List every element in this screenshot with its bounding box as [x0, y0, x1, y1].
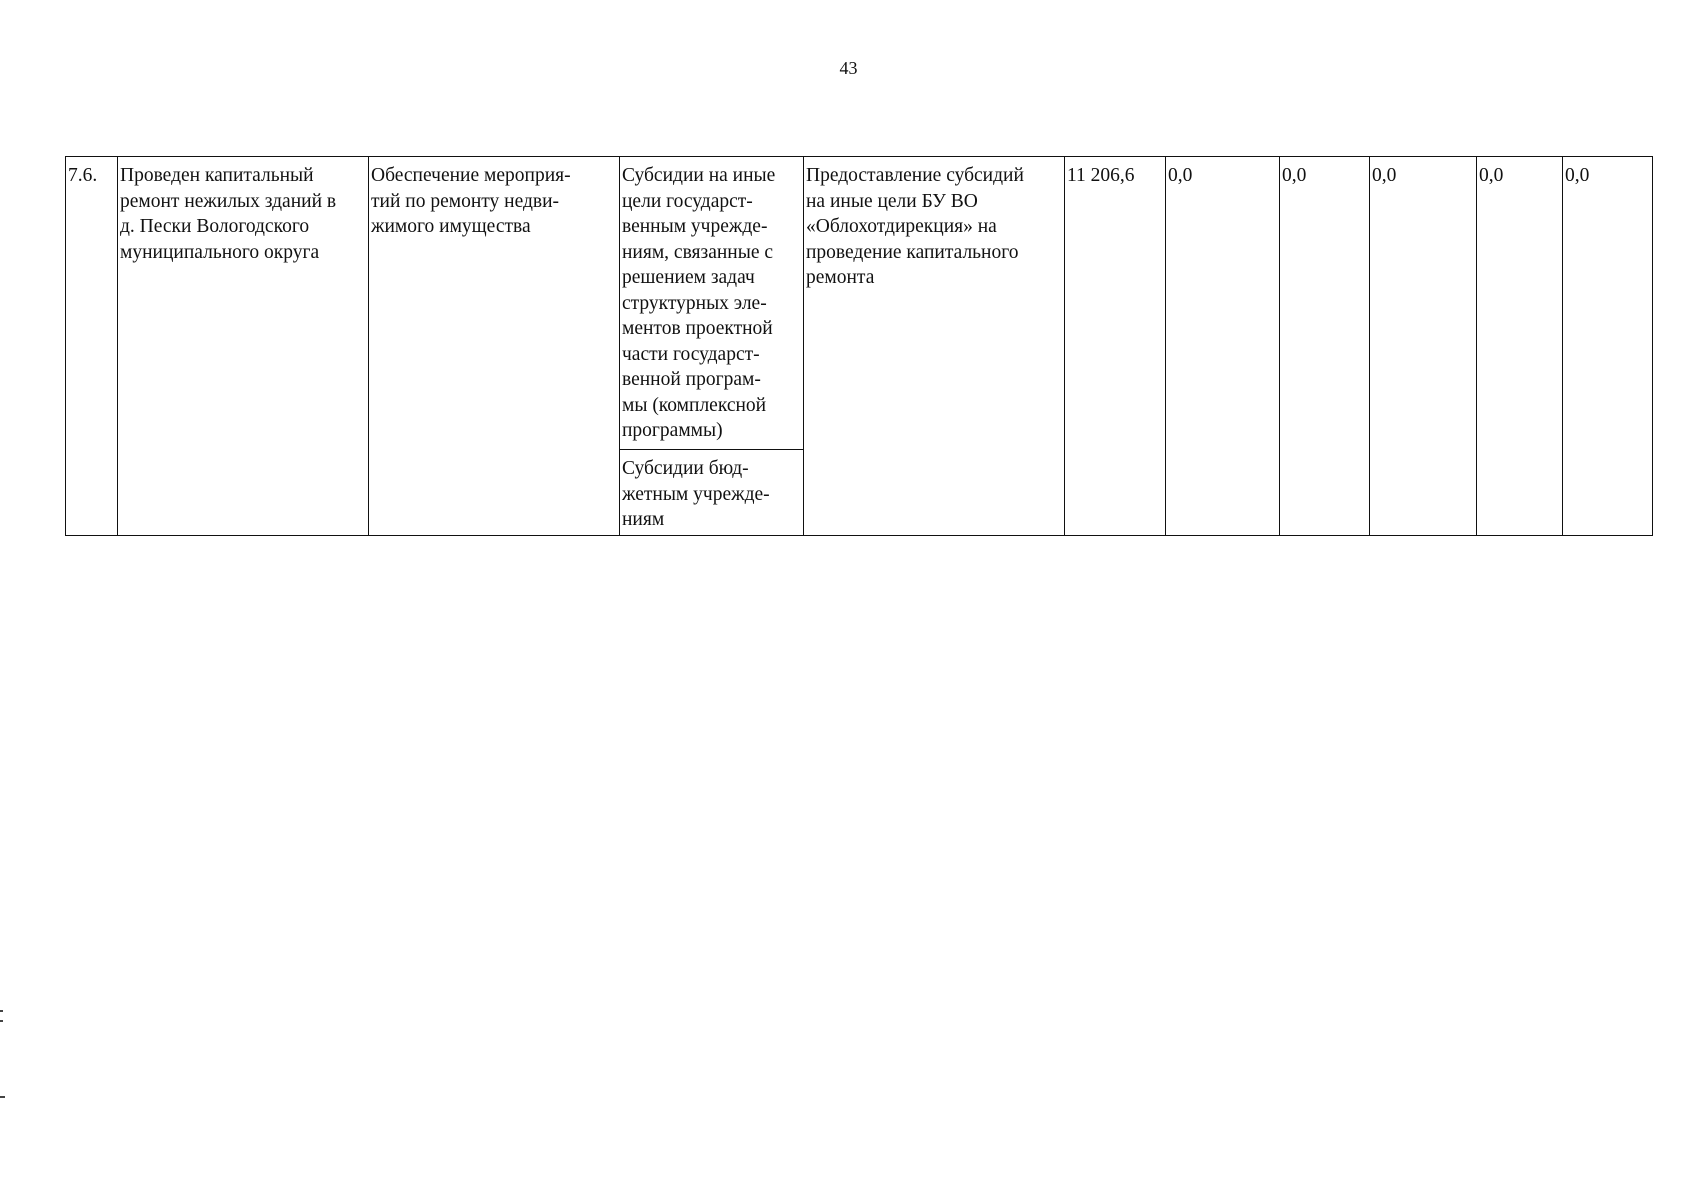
description-line: Предоставление субсидий: [806, 165, 1024, 186]
row-index-cell: [66, 157, 118, 536]
funding-line: венной програм-: [622, 369, 761, 390]
value-year-1: 0,0: [1168, 165, 1193, 186]
scan-edge-mark: [0, 1020, 3, 1022]
funding-line: ментов проектной: [622, 318, 773, 339]
funding-line: части государст-: [622, 343, 760, 365]
funding-line: Субсидии на иные: [622, 165, 776, 186]
page-number: 43: [839, 58, 858, 78]
scan-edge-mark: [0, 1010, 3, 1012]
value-cell: [1477, 157, 1563, 536]
result-line: Проведен капитальный: [120, 165, 314, 186]
result-text: [120, 163, 366, 265]
table-row: [66, 157, 1653, 450]
value-year-4: 0,0: [1479, 165, 1504, 186]
value-total: 11 206,6: [1067, 165, 1135, 186]
measure-line: тий по ремонту недви-: [371, 190, 560, 212]
result-line: д. Пески Вологодского: [120, 216, 310, 237]
funding-line: структурных эле-: [622, 292, 767, 314]
funding-line: венным учрежде-: [622, 216, 768, 237]
description-line: на иные цели БУ ВО: [806, 190, 978, 212]
funding-line: цели государст-: [622, 190, 753, 212]
value-cell: [1370, 157, 1477, 536]
measure-line: жимого имущества: [371, 216, 531, 237]
funding-line: ниям, связанные с: [622, 241, 774, 263]
description-line: проведение капитального: [806, 241, 1019, 263]
funding-line: жетным учрежде-: [622, 483, 770, 505]
value-year-3: 0,0: [1372, 165, 1397, 186]
value-cell: [1280, 157, 1370, 536]
result-line: муниципального округа: [120, 241, 320, 263]
funding-type-text-1: [622, 163, 801, 444]
result-cell: [118, 157, 369, 536]
value-year-5: 0,0: [1565, 165, 1590, 186]
value-cell: [1065, 157, 1166, 536]
funding-type-text-2: [622, 456, 801, 533]
description-line: ремонта: [806, 267, 875, 288]
funding-line: Субсидии бюд-: [622, 458, 749, 479]
funding-line: ниям: [622, 509, 665, 530]
measure-text: [371, 163, 617, 240]
funding-line: мы (комплексной: [622, 394, 767, 416]
row-index: 7.6.: [68, 165, 98, 186]
description-text: [806, 163, 1062, 291]
description-line: «Облохотдирекция» на: [806, 216, 997, 237]
measure-line: Обеспечение мероприя-: [371, 165, 571, 186]
value-cell: [1166, 157, 1280, 536]
result-line: ремонт нежилых зданий в: [120, 190, 337, 212]
value-cell: [1563, 157, 1653, 536]
funding-type-cell-1: [620, 157, 804, 450]
scan-edge-mark: [0, 1096, 5, 1098]
value-year-2: 0,0: [1282, 165, 1307, 186]
measure-cell: [369, 157, 620, 536]
program-table: [65, 156, 1653, 536]
description-cell: [804, 157, 1065, 536]
funding-line: решением задач: [622, 267, 755, 288]
funding-line: программы): [622, 420, 723, 441]
funding-type-cell-2: [620, 450, 804, 536]
